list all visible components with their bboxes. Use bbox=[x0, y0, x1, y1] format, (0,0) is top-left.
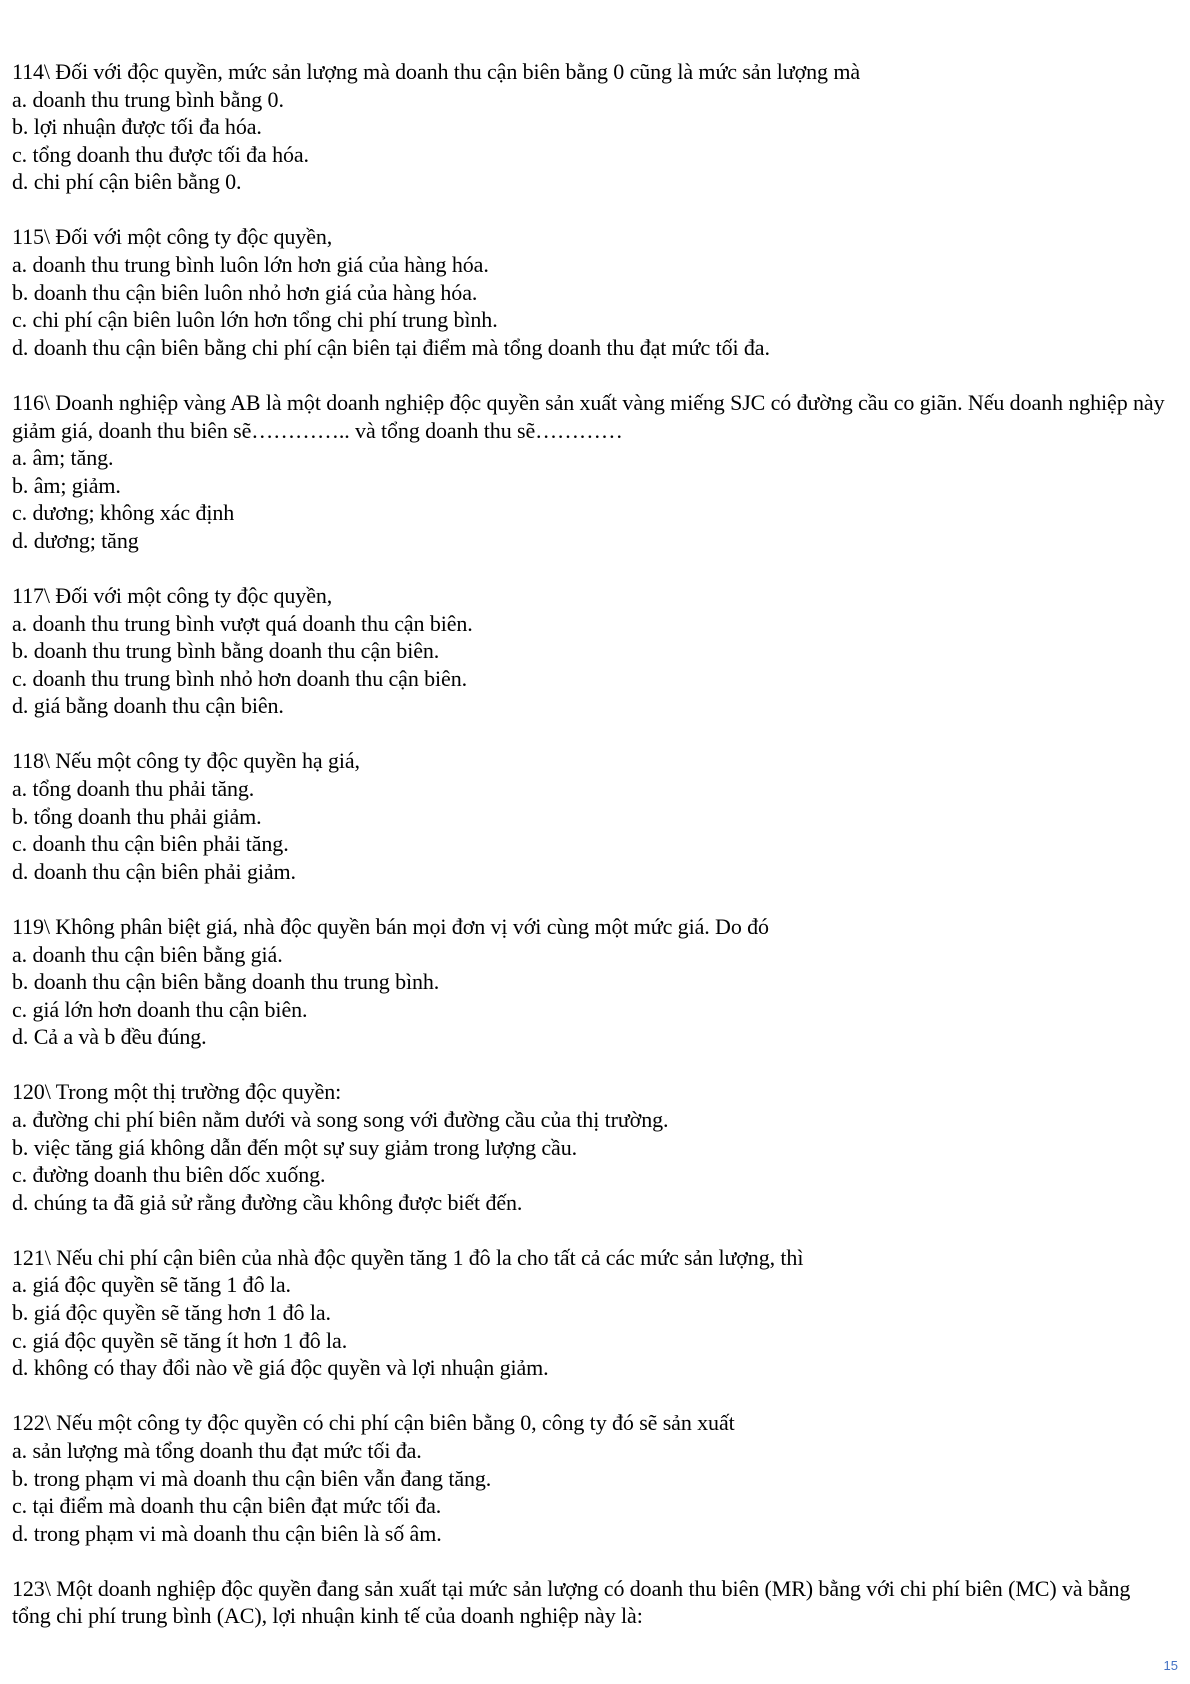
answer-option: a. giá độc quyền sẽ tăng 1 đô la. bbox=[12, 1272, 291, 1298]
question-stem: 121\ Nếu chi phí cận biên của nhà độc quyền tăng 1 đô la cho tất cả các mức sản lượng, thì bbox=[12, 1244, 804, 1270]
answer-option: c. doanh thu cận biên phải tăng. bbox=[12, 831, 289, 857]
document-body bbox=[12, 58, 1172, 1658]
answer-option: c. tại điểm mà doanh thu cận biên đạt mức tối đa. bbox=[12, 1493, 442, 1519]
question-stem: 118\ Nếu một công ty độc quyền hạ giá, bbox=[12, 748, 360, 774]
answer-option: d. không có thay đổi nào về giá độc quyền và lợi nhuận giảm. bbox=[12, 1355, 549, 1381]
answer-option: b. âm; giảm. bbox=[12, 472, 121, 498]
answer-option: c. tổng doanh thu được tối đa hóa. bbox=[12, 141, 309, 167]
question-stem: 123\ Một doanh nghiệp độc quyền đang sản xuất tại mức sản lượng có doanh thu biên (MR) bằng với chi phí biên (MC) và bằng tổng chi phí trung bình (AC), lợi nhuận kinh tế của doanh nghiệp này là: bbox=[12, 1575, 1131, 1629]
question-118 bbox=[12, 747, 1172, 885]
answer-option: a. doanh thu trung bình vượt quá doanh thu cận biên. bbox=[12, 610, 473, 636]
question-stem: 114\ Đối với độc quyền, mức sản lượng mà doanh thu cận biên bằng 0 cũng là mức sản lượng mà bbox=[12, 59, 861, 84]
question-122 bbox=[12, 1409, 1172, 1547]
answer-option: c. doanh thu trung bình nhỏ hơn doanh thu cận biên. bbox=[12, 665, 468, 691]
answer-option: b. việc tăng giá không dẫn đến một sự suy giảm trong lượng cầu. bbox=[12, 1134, 578, 1160]
question-stem: 122\ Nếu một công ty độc quyền có chi phí cận biên bằng 0, công ty đó sẽ sản xuất bbox=[12, 1410, 735, 1436]
question-stem: 120\ Trong một thị trường độc quyền: bbox=[12, 1079, 342, 1105]
question-119 bbox=[12, 913, 1172, 1051]
answer-option: a. tổng doanh thu phải tăng. bbox=[12, 776, 255, 802]
answer-option: d. giá bằng doanh thu cận biên. bbox=[12, 693, 284, 719]
question-116 bbox=[12, 389, 1172, 555]
question-stem: 115\ Đối với một công ty độc quyền, bbox=[12, 224, 333, 250]
answer-option: c. đường doanh thu biên dốc xuống. bbox=[12, 1162, 326, 1188]
question-stem: 116\ Doanh nghiệp vàng AB là một doanh nghiệp độc quyền sản xuất vàng miếng SJC có đường cầu co giãn. Nếu doanh nghiệp này giảm giá, doanh thu biên sẽ………….. và tổng doanh thu sẽ………… bbox=[12, 389, 1165, 443]
answer-option: a. sản lượng mà tổng doanh thu đạt mức tối đa. bbox=[12, 1437, 422, 1463]
page-number: 15 bbox=[1163, 1658, 1178, 1673]
answer-option: d. doanh thu cận biên bằng chi phí cận biên tại điểm mà tổng doanh thu đạt mức tối đa. bbox=[12, 334, 770, 360]
answer-option: a. đường chi phí biên nằm dưới và song song với đường cầu của thị trường. bbox=[12, 1107, 669, 1132]
answer-option: b. doanh thu trung bình bằng doanh thu cận biên. bbox=[12, 638, 440, 664]
answer-option: c. chi phí cận biên luôn lớn hơn tổng chi phí trung bình. bbox=[12, 307, 498, 333]
answer-option: a. doanh thu trung bình luôn lớn hơn giá của hàng hóa. bbox=[12, 252, 489, 278]
answer-option: d. trong phạm vi mà doanh thu cận biên là số âm. bbox=[12, 1520, 442, 1546]
answer-option: b. trong phạm vi mà doanh thu cận biên vẫn đang tăng. bbox=[12, 1465, 492, 1491]
answer-option: c. giá lớn hơn doanh thu cận biên. bbox=[12, 996, 308, 1022]
question-117 bbox=[12, 582, 1172, 720]
question-stem: 119\ Không phân biệt giá, nhà độc quyền bán mọi đơn vị với cùng một mức giá. Do đó bbox=[12, 913, 769, 939]
question-120 bbox=[12, 1078, 1172, 1216]
answer-option: a. doanh thu trung bình bằng 0. bbox=[12, 86, 284, 112]
answer-option: b. giá độc quyền sẽ tăng hơn 1 đô la. bbox=[12, 1300, 331, 1326]
answer-option: d. chúng ta đã giả sử rằng đường cầu không được biết đến. bbox=[12, 1189, 523, 1215]
answer-option: d. Cả a và b đều đúng. bbox=[12, 1024, 207, 1050]
answer-option: b. tổng doanh thu phải giảm. bbox=[12, 803, 262, 829]
answer-option: d. doanh thu cận biên phải giảm. bbox=[12, 858, 296, 884]
answer-option: a. âm; tăng. bbox=[12, 445, 114, 471]
question-121 bbox=[12, 1244, 1172, 1382]
answer-option: c. giá độc quyền sẽ tăng ít hơn 1 đô la. bbox=[12, 1327, 348, 1353]
answer-option: d. chi phí cận biên bằng 0. bbox=[12, 169, 242, 195]
answer-option: b. doanh thu cận biên luôn nhỏ hơn giá của hàng hóa. bbox=[12, 279, 478, 305]
question-123 bbox=[12, 1575, 1172, 1630]
answer-option: c. dương; không xác định bbox=[12, 500, 235, 526]
answer-option: a. doanh thu cận biên bằng giá. bbox=[12, 941, 283, 967]
answer-option: b. lợi nhuận được tối đa hóa. bbox=[12, 114, 262, 140]
answer-option: b. doanh thu cận biên bằng doanh thu trung bình. bbox=[12, 969, 440, 995]
question-stem: 117\ Đối với một công ty độc quyền, bbox=[12, 583, 333, 608]
question-115 bbox=[12, 223, 1172, 361]
answer-option: d. dương; tăng bbox=[12, 527, 139, 553]
question-114 bbox=[12, 58, 1172, 196]
